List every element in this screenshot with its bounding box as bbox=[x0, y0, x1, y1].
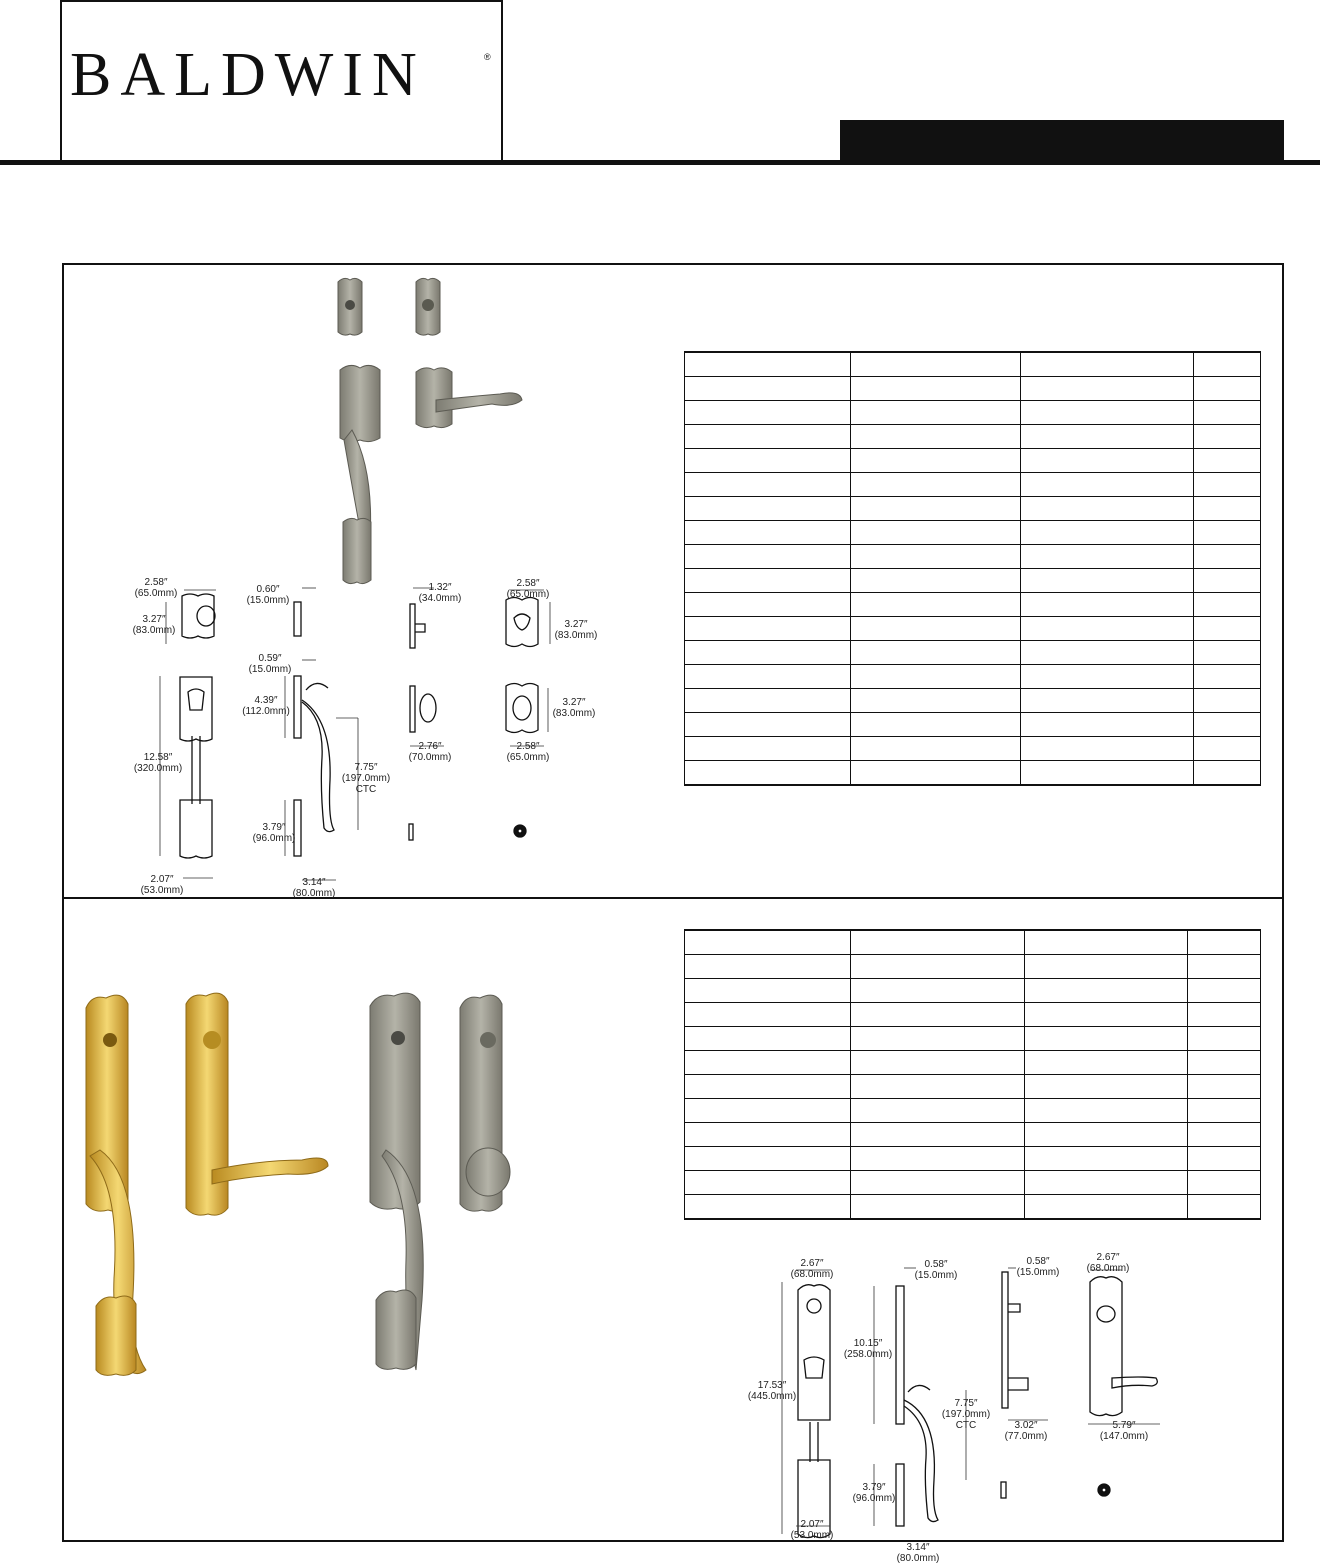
drawing-interior-plates bbox=[506, 598, 538, 838]
dimension-label: 2.07″ (53.0mm) bbox=[140, 874, 184, 896]
dimension-label: 2.58″ (65.0mm) bbox=[506, 578, 550, 600]
dimension-label: 3.14″ (80.0mm) bbox=[292, 877, 336, 899]
deadbolt-interior-photo bbox=[416, 278, 440, 335]
dimension-label: 0.58″ (15.0mm) bbox=[1016, 1256, 1060, 1278]
dimension-label: 0.58″ (15.0mm) bbox=[914, 1259, 958, 1281]
deadbolt-exterior-photo bbox=[338, 278, 362, 335]
dimension-label: 5.79″ (147.0mm) bbox=[1099, 1420, 1149, 1442]
lever-interior-photo bbox=[416, 368, 522, 428]
nickel-handleset-exterior-photo bbox=[370, 993, 423, 1370]
drawing-handle-side bbox=[294, 602, 334, 856]
dimension-lines-1 bbox=[160, 588, 550, 880]
drawing-2-side bbox=[896, 1286, 938, 1526]
dimension-label: 17.53″ (445.0mm) bbox=[747, 1380, 797, 1402]
handleset-exterior-photo bbox=[340, 365, 380, 583]
dimension-label: 3.02″ (77.0mm) bbox=[1004, 1420, 1048, 1442]
brand-logo: BALDWIN bbox=[70, 41, 426, 109]
dimension-label: 12.58″ (320.0mm) bbox=[133, 752, 183, 774]
drawing-lever-side bbox=[409, 604, 436, 840]
dimension-label: 3.14″ (80.0mm) bbox=[896, 1542, 940, 1564]
dimension-label: 3.27″ (83.0mm) bbox=[554, 619, 598, 641]
dimension-label: 2.58″ (65.0mm) bbox=[134, 577, 178, 599]
dimension-label: 7.75″ (197.0mm) CTC bbox=[941, 1398, 991, 1431]
dimension-label: 3.79″ (96.0mm) bbox=[252, 822, 296, 844]
dimension-label: 0.60″ (15.0mm) bbox=[246, 584, 290, 606]
registered-mark: ® bbox=[484, 52, 491, 62]
drawing-2-interior-side bbox=[1001, 1272, 1028, 1498]
brass-handleset-exterior-photo bbox=[86, 995, 146, 1375]
dimension-label: 0.59″ (15.0mm) bbox=[248, 653, 292, 675]
dimension-label: 10.15″ (258.0mm) bbox=[843, 1338, 893, 1360]
drawing-deadbolt-front bbox=[182, 594, 215, 638]
dimension-label: 1.32″ (34.0mm) bbox=[418, 582, 462, 604]
dimension-label: 3.27″ (83.0mm) bbox=[132, 614, 176, 636]
dimension-label: 3.79″ (96.0mm) bbox=[852, 1482, 896, 1504]
dimension-label: 2.76″ (70.0mm) bbox=[408, 741, 452, 763]
brass-lever-interior-photo bbox=[186, 993, 328, 1215]
dimension-label: 4.39″ (112.0mm) bbox=[242, 695, 290, 717]
dimension-label: 2.58″ (65.0mm) bbox=[506, 741, 550, 763]
drawing-2-exterior-front bbox=[798, 1285, 830, 1538]
dimension-label: 3.27″ (83.0mm) bbox=[552, 697, 596, 719]
nickel-knob-interior-photo bbox=[460, 995, 510, 1211]
dimension-label: 2.67″ (68.0mm) bbox=[1086, 1252, 1130, 1274]
dimension-label: 7.75″ (197.0mm) CTC bbox=[341, 762, 391, 795]
drawing-handle-front bbox=[180, 677, 212, 858]
dimension-label: 2.07″ (53.0mm) bbox=[790, 1519, 834, 1541]
dimension-label: 2.67″ (68.0mm) bbox=[790, 1258, 834, 1280]
drawing-2-interior-front bbox=[1090, 1277, 1157, 1496]
